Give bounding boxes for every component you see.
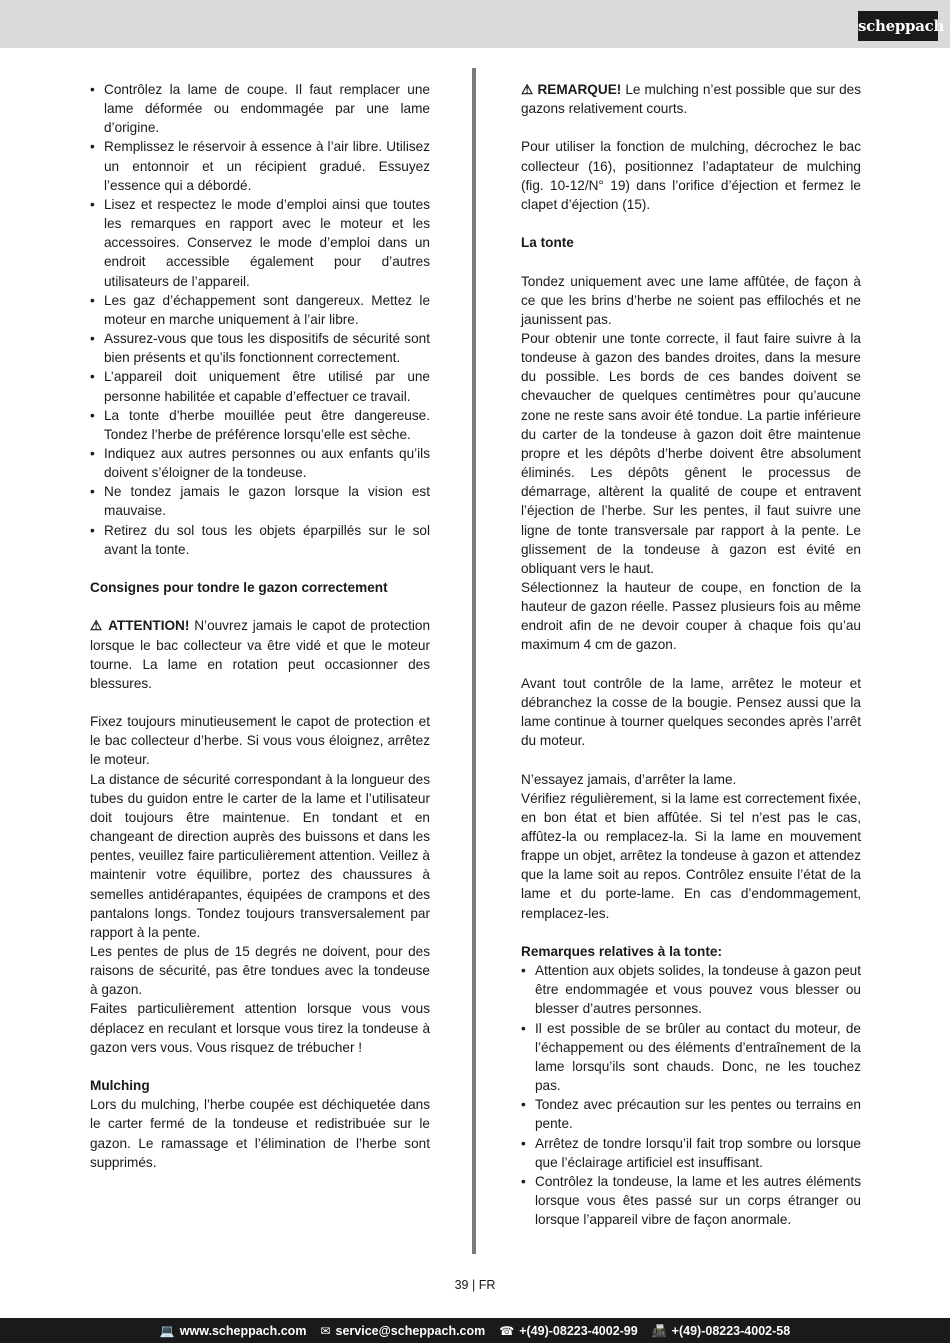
- page-footer: [0, 1318, 950, 1343]
- list-item: • Arrêtez de tondre lorsqu’il fait trop sombre ou lorsque que l’éclairage artificiel est insuffisant.: [521, 1134, 861, 1172]
- paragraph: N’essayez jamais, d’arrêter la lame.: [521, 771, 737, 787]
- phone-number: +(49)-08223-4002-99: [519, 1323, 638, 1338]
- remarque-paragraph: [521, 80, 861, 118]
- page-header: [0, 0, 950, 48]
- fax-number: +(49)-08223-4002-58: [671, 1323, 791, 1338]
- paragraph: Les pentes de plus de 15 degrés ne doivent, pour des raisons de sécurité, pas être tondues avec la tondeuse à gazon.: [90, 943, 430, 998]
- paragraph: Pour obtenir une tonte correcte, il faut faire suivre à la tondeuse à gazon des bandes droites, dans la mesure du possible. Les bords de ces bandes doivent se chevaucher de quelques centimètres pour qu’aucune zone ne reste sans avoir été tondue. La partie inférieure du carter de la tondeuse à gazon doit être maintenue propre et les dépôts d’herbe doivent être absolument éliminés. Les dépôts gênent le processus de démarrage, altèrent la qualité de coupe et entravent l’éjection de l’herbe. Sur les pentes, il faut suivre une ligne de tonte transversale par rapport à la pente. Le glissement de la tondeuse à gazon est évité en obliquant vers le haut.: [521, 330, 861, 576]
- list-item: • Assurez-vous que tous les dispositifs de sécurité sont bien présents et qu’ils fonctionnent correctement.: [90, 329, 430, 367]
- list-item: • Indiquez aux autres personnes ou aux enfants qu’ils doivent s’éloigner de la tondeuse.: [90, 444, 430, 482]
- paragraph: Pour utiliser la fonction de mulching, décrochez le bac collecteur (16), positionnez l’adaptateur de mulching (fig. 10-12/N° 19) dans l’orifice d’éjection et fermez le clapet d’éjection (15).: [521, 139, 861, 212]
- list-item: • La tonte d’herbe mouillée peut être dangereuse. Tondez l’herbe de préférence lorsqu’elle est sèche.: [90, 406, 430, 444]
- left-column: [90, 80, 430, 1172]
- heading-mulching: Mulching: [90, 1078, 150, 1094]
- footer-email[interactable]: [320, 1324, 485, 1338]
- attention-label: ATTENTION!: [108, 618, 190, 634]
- paragraph: Tondez uniquement avec une lame affûtée, de façon à ce que les brins d’herbe ne soient pas effilochés et ne jaunissent pas.: [521, 273, 861, 327]
- fax-icon: 📠: [651, 1323, 667, 1338]
- list-item: • Contrôlez la lame de coupe. Il faut remplacer une lame déformée ou endommagée par une lame d’origine.: [90, 80, 430, 137]
- footer-website[interactable]: [160, 1324, 307, 1338]
- warning-icon: ⚠: [90, 618, 104, 634]
- remarques-bullet-list: [521, 961, 861, 1229]
- safety-bullet-list: [90, 80, 430, 559]
- heading-tonte: La tonte: [521, 235, 574, 251]
- column-divider: [472, 68, 476, 1254]
- paragraph: La distance de sécurité correspondant à la longueur des tubes du guidon entre le carter de la lame et l’utilisateur doit toujours être maintenue. En tondant et en changeant de direction auprès des buissons et dans les pentes, veuillez faire particulièrement attention. Veillez à maintenir votre équilibre, portez des chaussures à semelles antidérapantes, équipées de crampons et des pantalons longs. Tondez toujours transversalement par rapport à la pente.: [90, 771, 430, 940]
- heading-remarques: Remarques relatives à la tonte:: [521, 943, 722, 959]
- list-item: • Ne tondez jamais le gazon lorsque la vision est mauvaise.: [90, 482, 430, 520]
- list-item: • Retirez du sol tous les objets éparpillés sur le sol avant la tonte.: [90, 521, 430, 559]
- list-item: • Tondez avec précaution sur les pentes ou terrains en pente.: [521, 1095, 861, 1133]
- paragraph: Fixez toujours minutieusement le capot de protection et le bac collecteur d’herbe. Si vous vous éloignez, arrêtez le moteur.: [90, 714, 430, 768]
- remarque-label: REMARQUE!: [537, 82, 622, 97]
- attention-paragraph: [90, 616, 430, 693]
- brand-logo: scheppach: [858, 11, 938, 41]
- warning-icon: ⚠: [521, 82, 534, 97]
- website-link[interactable]: www.scheppach.com: [179, 1323, 307, 1338]
- paragraph: Faites particulièrement attention lorsque vous vous déplacez en reculant et lorsque vous tirez la tondeuse à gazon vers vous. Vous risquez de trébucher !: [90, 1001, 430, 1055]
- list-item: • Contrôlez la tondeuse, la lame et les autres éléments lorsque vous êtes passé sur un corps étranger ou lorsque l’appareil vibre de façon anormale.: [521, 1172, 861, 1229]
- heading-consignes: Consignes pour tondre le gazon correctement: [90, 580, 388, 596]
- email-link[interactable]: service@scheppach.com: [335, 1323, 486, 1338]
- paragraph: Avant tout contrôle de la lame, arrêtez le moteur et débranchez la cosse de la bougie. Pensez aussi que la lame continue à tourner quelques secondes après l’arrêt du moteur.: [521, 675, 861, 749]
- paragraph: Lors du mulching, l’herbe coupée est déchiquetée dans le carter fermé de la tondeuse et redistribuée sur le gazon. Le ramassage et l’élimination de l’herbe sont supprimés.: [90, 1097, 430, 1170]
- footer-fax: [652, 1324, 790, 1338]
- list-item: • Lisez et respectez le mode d’emploi ainsi que toutes les remarques en rapport avec le moteur et les accessoires. Conservez le mode d’emploi dans un endroit accessible également pour d’autres utilisateurs de l’appareil.: [90, 195, 430, 291]
- phone-icon: ☎: [499, 1323, 515, 1338]
- email-icon: ✉: [320, 1323, 331, 1338]
- list-item: • Attention aux objets solides, la tondeuse à gazon peut être endommagée et vous pouvez vous blesser ou blesser d’autres personnes.: [521, 961, 861, 1018]
- list-item: • Les gaz d’échappement sont dangereux. Mettez le moteur en marche uniquement à l’air libre.: [90, 291, 430, 329]
- list-item: • L’appareil doit uniquement être utilisé par une personne habilitée et capable d’effectuer ce travail.: [90, 367, 430, 405]
- page-number: 39 | FR: [454, 1278, 496, 1292]
- list-item: • Il est possible de se brûler au contact du moteur, de l’échappement ou des éléments d’entraînement de la lame lorsqu’ils sont chauds. Donc, ne les touchez pas.: [521, 1019, 861, 1096]
- right-column: [521, 80, 861, 1229]
- computer-icon: 💻: [159, 1323, 175, 1338]
- footer-phone: [499, 1324, 637, 1338]
- paragraph: Sélectionnez la hauteur de coupe, en fonction de la hauteur de gazon réelle. Passez plusieurs fois au même endroit afin de ne devoir couper à chaque fois qu’au maximum 4 cm de gazon.: [521, 580, 861, 653]
- list-item: • Remplissez le réservoir à essence à l’air libre. Utilisez un entonnoir et un récipient gradué. Essuyez l’essence qui a débordé.: [90, 137, 430, 194]
- attention-text: N’ouvrez jamais le capot de protection lorsque le bac collecteur va être vidé et que le moteur tourne. La lame en rotation peut occasionner des blessures.: [90, 618, 430, 691]
- paragraph: Vérifiez régulièrement, si la lame est correctement fixée, en bon état et bien affûtée. Si tel n’est pas le cas, affûtez-la ou remplacez-la. Si la lame en mouvement frappe un objet, arrêtez la tondeuse à gazon et attendez que la lame soit au repos. Contrôlez ensuite l’état de la lame et du porte-lame. En cas d’endommagement, remplacez-les.: [521, 790, 861, 921]
- remarque-text: Le mulching n’est possible que sur des gazons relativement courts.: [521, 82, 862, 117]
